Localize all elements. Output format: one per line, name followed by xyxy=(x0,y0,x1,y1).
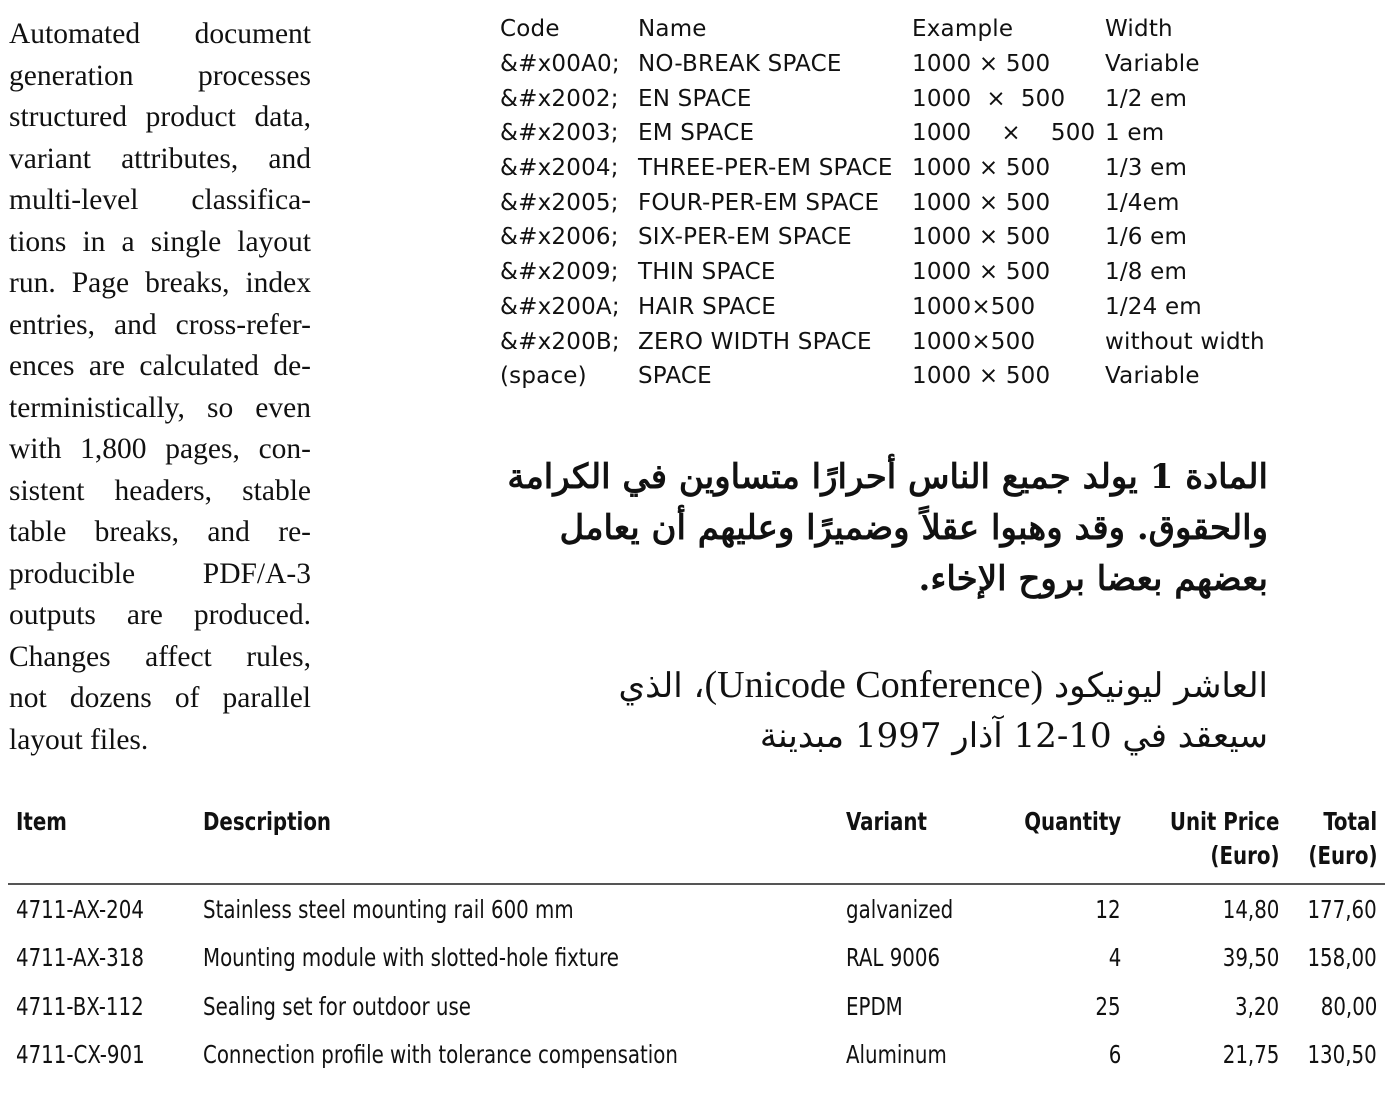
cell-total: 130,50 xyxy=(1307,1040,1377,1070)
cell-example: 1000 × 500 xyxy=(912,224,1051,251)
cell-code: &#x2005; xyxy=(500,189,619,216)
arabic-text: ، الذي xyxy=(618,666,705,706)
cell-variant: galvanized xyxy=(846,894,954,924)
paragraph-line: table breaks, and re- xyxy=(9,516,311,548)
table-row xyxy=(500,81,1285,116)
paragraph-line: generation processes xyxy=(9,59,311,92)
table-row xyxy=(8,934,1385,983)
cell-description: Stainless steel mounting rail 600 mm xyxy=(202,894,574,924)
cell-example: 1000 × 500 xyxy=(912,120,1096,147)
arabic-paragraph-declaration xyxy=(507,452,1268,605)
header-item: Item xyxy=(8,800,195,884)
paragraph-line: variant attributes, and xyxy=(9,142,311,175)
cell-example: 1000 × 500 xyxy=(912,259,1051,286)
table-row xyxy=(500,290,1285,325)
table-row xyxy=(500,255,1285,290)
paragraph-line: entries, and cross-refer- xyxy=(9,308,311,341)
arabic-line: المادة 1 يولد جميع الناس أحرارًا متساوين في الكرامة xyxy=(507,457,1268,497)
items-table xyxy=(8,800,1385,1079)
table-row xyxy=(500,220,1285,255)
cell-width: 1/6 em xyxy=(1105,224,1188,251)
header-quantity: Quantity xyxy=(1001,800,1129,884)
cell-name: FOUR-PER-EM SPACE xyxy=(638,189,880,216)
cell-name: NO-BREAK SPACE xyxy=(638,51,842,78)
cell-example: 1000 × 500 xyxy=(912,85,1066,112)
header-variant: Variant xyxy=(838,800,1001,884)
header-unit-price: Unit Price (Euro) xyxy=(1129,800,1288,884)
paragraph-line: ences are calculated de- xyxy=(9,350,311,382)
cell-example: 1000 × 500 xyxy=(912,189,1051,216)
latin-inline-text: (Unicode Conference) xyxy=(704,664,1044,706)
cell-quantity: 12 xyxy=(1095,894,1121,924)
cell-unit-price: 3,20 xyxy=(1235,991,1280,1021)
header-name: Name xyxy=(638,16,707,43)
table-row xyxy=(8,982,1385,1031)
cell-description: Connection profile with tolerance compensation xyxy=(202,1040,678,1070)
arabic-line: بعضهم بعضا بروح الإخاء. xyxy=(918,559,1268,599)
table-row xyxy=(500,47,1285,82)
cell-name: EN SPACE xyxy=(638,85,752,112)
cell-code: &#x2003; xyxy=(500,120,619,147)
cell-description: Sealing set for outdoor use xyxy=(202,991,471,1021)
table-header-row xyxy=(8,800,1385,884)
arabic-paragraph-conference xyxy=(528,660,1268,761)
table-row xyxy=(500,359,1285,394)
paragraph-line: layout files. xyxy=(9,723,149,756)
cell-width: Variable xyxy=(1105,51,1200,78)
cell-width: 1/4em xyxy=(1105,189,1180,216)
paragraph-line: outputs are produced. xyxy=(9,599,311,631)
cell-width: 1/24 em xyxy=(1105,293,1202,320)
arabic-line: سيعقد في 10-12 آذار 1997 مبدينة xyxy=(759,716,1268,756)
cell-width: Variable xyxy=(1105,363,1200,390)
paragraph-line: tions in a single layout xyxy=(9,225,311,258)
paragraph-line: structured product data, xyxy=(9,101,311,133)
paragraph-line: producible PDF/A-3 xyxy=(9,557,311,590)
cell-name: ZERO WIDTH SPACE xyxy=(638,328,872,355)
cell-code: &#x200B; xyxy=(500,328,620,355)
cell-name: THREE-PER-EM SPACE xyxy=(638,155,893,182)
cell-width: 1/3 em xyxy=(1105,155,1188,182)
cell-width: without width xyxy=(1105,328,1265,355)
cell-unit-price: 14,80 xyxy=(1222,894,1280,924)
cell-name: THIN SPACE xyxy=(638,259,776,286)
cell-example: 1000 × 500 xyxy=(912,363,1051,390)
table-row xyxy=(500,151,1285,186)
cell-quantity: 25 xyxy=(1095,991,1121,1021)
cell-code: &#x2004; xyxy=(500,155,619,182)
unicode-space-table xyxy=(500,12,1285,394)
header-example: Example xyxy=(912,16,1014,43)
cell-code: &#x2009; xyxy=(500,259,619,286)
arabic-text: العاشر ليونيكود xyxy=(1053,666,1268,706)
table-row xyxy=(500,116,1285,151)
cell-name: SPACE xyxy=(638,363,712,390)
header-description: Description xyxy=(195,800,838,884)
cell-width: 1/8 em xyxy=(1105,259,1188,286)
body-paragraph xyxy=(9,14,311,761)
cell-example: 1000 × 500 xyxy=(912,155,1051,182)
cell-total: 177,60 xyxy=(1307,894,1377,924)
paragraph-line: terministically, so even xyxy=(9,391,311,424)
cell-name: HAIR SPACE xyxy=(638,293,777,320)
paragraph-line: Changes affect rules, xyxy=(9,640,311,673)
cell-total: 158,00 xyxy=(1307,943,1377,973)
cell-quantity: 6 xyxy=(1108,1040,1121,1070)
table-row xyxy=(500,324,1285,359)
paragraph-line: run. Page breaks, index xyxy=(9,267,311,299)
cell-code: &#x00A0; xyxy=(500,51,620,78)
cell-unit-price: 39,50 xyxy=(1222,943,1280,973)
paragraph-line: sistent headers, stable xyxy=(9,474,311,507)
cell-variant: EPDM xyxy=(846,991,903,1021)
cell-unit-price: 21,75 xyxy=(1222,1040,1280,1070)
cell-item: 4711-BX-112 xyxy=(16,991,144,1021)
cell-description: Mounting module with slotted-hole fixture xyxy=(202,943,619,973)
paragraph-line: with 1,800 pages, con- xyxy=(9,433,311,465)
table-row xyxy=(500,185,1285,220)
cell-code: &#x2006; xyxy=(500,224,619,251)
arabic-line xyxy=(528,660,1268,711)
cell-code: &#x2002; xyxy=(500,85,619,112)
paragraph-line: multi-level classifica- xyxy=(9,184,311,216)
header-code: Code xyxy=(500,16,560,43)
table-row xyxy=(8,1031,1385,1080)
cell-name: SIX-PER-EM SPACE xyxy=(638,224,852,251)
cell-variant: Aluminum xyxy=(846,1040,947,1070)
header-total: Total (Euro) xyxy=(1287,800,1385,884)
cell-name: EM SPACE xyxy=(638,120,755,147)
cell-width: 1 em xyxy=(1105,120,1165,147)
arabic-line: والحقوق. وقد وهبوا عقلاً وضميرًا وعليهم أن يعامل xyxy=(559,508,1268,548)
paragraph-line: not dozens of parallel xyxy=(9,682,311,714)
table-header-row xyxy=(500,12,1285,47)
cell-example: 1000 × 500 xyxy=(912,51,1051,78)
cell-quantity: 4 xyxy=(1108,943,1121,973)
cell-example: 1000×500 xyxy=(912,328,1036,355)
table-row xyxy=(8,884,1385,934)
cell-variant: RAL 9006 xyxy=(846,943,941,973)
paragraph-line: Automated document xyxy=(9,18,311,50)
cell-item: 4711-CX-901 xyxy=(16,1040,145,1070)
cell-code: &#x200A; xyxy=(500,293,620,320)
cell-example: 1000×500 xyxy=(912,293,1036,320)
cell-item: 4711-AX-204 xyxy=(16,894,144,924)
cell-total: 80,00 xyxy=(1320,991,1377,1021)
header-width: Width xyxy=(1105,16,1173,43)
cell-item: 4711-AX-318 xyxy=(16,943,144,973)
cell-width: 1/2 em xyxy=(1105,85,1188,112)
cell-code: (space) xyxy=(500,363,587,390)
